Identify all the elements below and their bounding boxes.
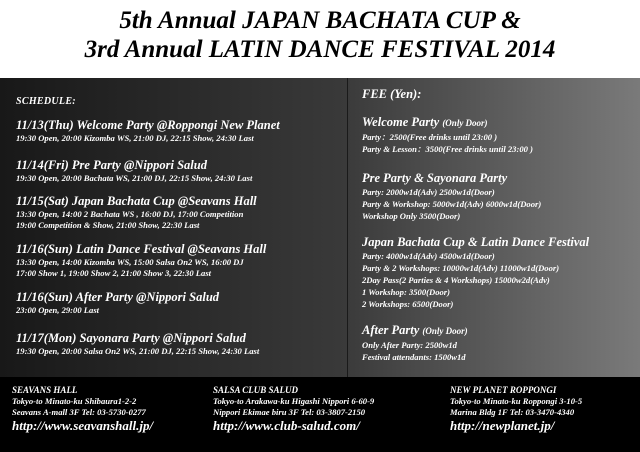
venue-name: NEW PLANET ROPPONGI [450,385,557,395]
schedule-event [16,242,346,279]
event-title: 11/16(Sun) After Party @Nippori Salud [16,290,220,304]
fee-group-title: Pre Party & Sayonara Party [362,171,508,185]
venue-seavans-hall [12,385,153,435]
fee-line: 2 Workshops: 6500(Door) [362,299,454,309]
title-line-2: 3rd Annual LATIN DANCE FESTIVAL 2014 [84,36,556,63]
schedule-heading: SCHEDULE: [16,96,76,107]
fee-line: Party & Workshop: 5000w1d(Adv) 6000w1d(Door) [362,199,542,209]
event-detail: 19:30 Open, 20:00 Salsa On2 WS, 21:00 DJ, 22:15 Show, 24:30 Last [16,346,260,356]
venue-footer [0,377,640,452]
fee-heading: FEE (Yen): [362,87,422,101]
fee-line: Party & Lesson：3500(Free drinks until 23:00 ) [362,144,533,154]
venue-url-link[interactable]: http://www.club-salud.com/ [213,418,360,433]
fee-group-title-row [362,235,638,250]
venue-address: Tokyo-to Arakawa-ku Higashi Nippori 6-60-9 [213,396,375,406]
schedule-event [16,118,346,144]
fee-group-title: Japan Bachata Cup & Latin Dance Festival [362,235,590,249]
fee-line: Party & 2 Workshops: 10000w1d(Adv) 11000w1d(Door) [362,263,560,273]
venue-url-link[interactable]: http://www.seavanshall.jp/ [12,418,154,433]
event-title: 11/13(Thu) Welcome Party @Roppongi New Planet [16,118,280,132]
fee-group-title: Welcome Party [362,115,440,129]
fee-line: Only After Party: 2500w1d [362,340,457,350]
venue-address: Nippori Ekimae biru 3F Tel: 03-3807-2150 [213,406,366,417]
venue-address: Seavans A-mall 3F Tel: 03-5730-0277 [12,406,146,417]
event-detail: 19:30 Open, 20:00 Bachata WS, 21:00 DJ, 22:15 Show, 24:30 Last [16,173,253,183]
event-detail: 23:00 Open, 29:00 Last [16,305,100,315]
schedule-event [16,290,346,316]
fee-line: 1 Workshop: 3500(Door) [362,287,451,297]
venue-name: SALSA CLUB SALUD [213,385,299,395]
title-line-1: 5th Annual JAPAN BACHATA CUP & [119,7,521,34]
fee-group-title-row [362,323,638,339]
venue-address: Tokyo-to Minato-ku Shibaura1-2-2 [12,396,137,406]
fee-group-title-row [362,115,638,131]
event-title: 11/14(Fri) Pre Party @Nippori Salud [16,158,207,172]
fee-group [362,115,638,155]
venue-name: SEAVANS HALL [12,385,78,395]
fee-line: Workshop Only 3500(Door) [362,211,461,221]
fee-line: Festival attendants: 1500w1d [362,352,466,362]
fee-group [362,323,638,363]
schedule-event [16,194,346,231]
schedule-event [16,331,346,357]
fee-group-note: (Only Door) [422,326,468,336]
fee-group [362,235,638,310]
fee-line: Party: 4000w1d(Adv) 4500w1d(Door) [362,251,495,261]
event-detail: 13:30 Open, 14:00 2 Bachata WS , 16:00 DJ, 17:00 Competition [16,209,244,219]
event-detail: 19:30 Open, 20:00 Kizomba WS, 21:00 DJ, 22:15 Show, 24:30 Last [16,133,254,143]
fee-group-title-row [362,171,638,186]
venue-new-planet-roppongi [450,385,582,435]
event-detail: 17:00 Show 1, 19:00 Show 2, 21:00 Show 3, 22:30 Last [16,268,212,278]
schedule-panel [0,78,348,377]
event-title: 11/15(Sat) Japan Bachata Cup @Seavans Hall [16,194,257,208]
venue-url-link[interactable]: http://newplanet.jp/ [450,418,555,433]
fee-group-title: After Party [362,323,420,337]
fee-group-note: (Only Door) [442,118,488,128]
fee-group [362,171,638,222]
fee-line: Party: 2000w1d(Adv) 2500w1d(Door) [362,187,495,197]
event-detail: 13:30 Open, 14:00 Kizomba WS, 15:00 Salsa On2 WS, 16:00 DJ [16,257,244,267]
fee-line: Party：2500(Free drinks until 23:00 ) [362,132,498,142]
event-detail: 19:00 Competition & Show, 21:00 Show, 22:30 Last [16,220,200,230]
venue-address: Tokyo-to Minato-ku Roppongi 3-10-5 [450,396,583,406]
fee-line: 2Day Pass(2 Parties & 4 Workshops) 15000w2d(Adv) [362,275,550,285]
event-title: 11/17(Mon) Sayonara Party @Nippori Salud [16,331,246,345]
venue-address: Marina Bldg 1F Tel: 03-3470-4340 [450,406,575,417]
header [0,0,640,78]
event-title: 11/16(Sun) Latin Dance Festival @Seavans Hall [16,242,267,256]
venue-salsa-club-salud [213,385,374,435]
fee-panel [348,78,640,377]
schedule-event [16,158,346,184]
